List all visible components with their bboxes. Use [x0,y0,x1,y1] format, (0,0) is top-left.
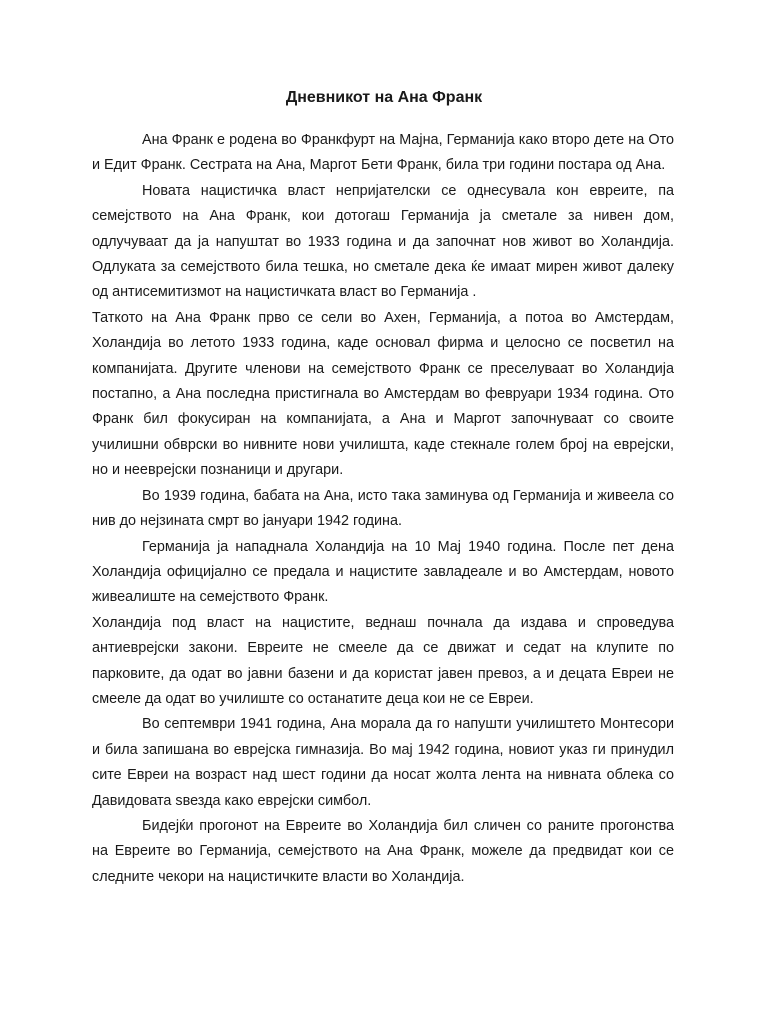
paragraph: Во 1939 година, бабата на Ана, исто така заминува од Германија и живеела со нив до нејзината смрт во јануари 1942 година. [92,487,674,530]
paragraph: Новата нацистичка власт непријателски се однесувала кон евреите, па семејството на Ана Франк, кои дотогаш Германија ја сметале за нивен дом, одлучуваат да ја напуштат во 1933 година и да започнат нов живот во Холандија. Одлуката за семејството била тешка, но сметале дека ќе имаат мирен живот далеку од антисемитизмот на нацистичката власт во Германија . [92,182,674,301]
paragraph: Бидејќи прогонот на Евреите во Холандија бил сличен со раните прогонства на Евреите во Германија, семејството на Ана Франк, можеле да предвидат кои се следните чекори на нацистичките власти во Холандија. [92,817,674,885]
document-title: Дневникот на Ана Франк [285,89,483,106]
paragraph: Ана Франк е родена во Франкфурт на Мајна, Германија како второ дете на Ото и Едит Франк. Сестрата на Ана, Маргот Бети Франк, била три години постара од Ана. [92,132,674,174]
paragraph: Таткото на Ана Франк прво се сели во Ахен, Германија, а потоа во Амстердам, Холандија во летото 1933 година, каде основал фирма и целосно се посветил на компанијата. Другите членови на семејството Франк се преселуваат во Холандија постапно, а Ана последна пристигнала во Амстердам во февруари 1934 година. Ото Франк бил фокусиран на компанијата, а Ана и Маргот започнуваат со своите училишни обврски во нивните нови училишта, каде стекнале голем број на еврејски, но и нееврејски познаници и другари. [92,309,674,479]
paragraph: Германија ја нападнала Холандија на 10 Мај 1940 година. После пет дена Холандија официјално се предала и нацистите завладеале и во Амстердам, новото живеалиште на семејството Франк. [92,538,674,606]
paragraph: Холандија под власт на нацистите, веднаш почнала да издава и спроведува антиеврејски закони. Евреите не смееле да се движат и седат на клупите по парковите, да одат во јавни базени и да користат јавен превоз, а и децата Евреи не смееле да одат во училиште со останатите деца кои не се Евреи. [92,614,674,707]
paragraph: Во септември 1941 година, Ана морала да го напушти училиштето Монтесори и била запишана во еврејска гимназија. Во мај 1942 година, новиот указ ги принудил сите Евреи на возраст над шест години да носат жолта лента на нивната облека со Давидовата ѕвезда како еврејски симбол. [92,716,674,809]
document-body [92,128,674,890]
